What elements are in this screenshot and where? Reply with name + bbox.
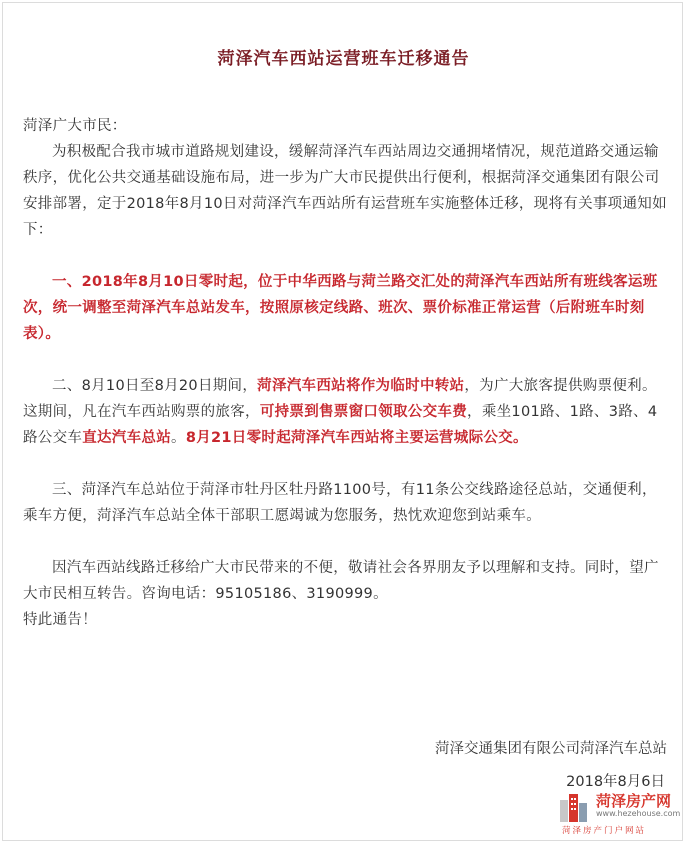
item-2-text-2: ，为广大旅客提供购票便利。这期间，凡在汽车西站购票的旅客， (23, 378, 657, 420)
watermark-slogan: 菏泽房产门户网站 (562, 826, 647, 836)
watermark (556, 790, 681, 840)
greeting: 菏泽广大市民： (23, 118, 127, 134)
item-2-highlight-3: 直达汽车总站 (82, 430, 172, 446)
notice-title: 菏泽汽车西站运营班车迁移通告 (217, 49, 470, 69)
watermark-name: 菏泽房产网 (596, 792, 672, 810)
intro-paragraph: 为积极配合我市城市道路规划建设，缓解菏泽汽车西站周边交通拥堵情况，规范道路交通运输秩序，优化公共交通基础设施布局，进一步为广大市民提供出行便利，根据菏泽交通集团有限公司安排部署，定于2018年8月10日对菏泽汽车西站所有运营班车实施整体迁移，现将有关事项通知如下： (23, 144, 667, 238)
signature: 菏泽交通集团有限公司菏泽汽车总站 (435, 741, 667, 757)
item-2-highlight-1: 菏泽汽车西站将作为临时中转站 (257, 378, 465, 394)
item-2-paragraph (23, 373, 667, 451)
item-3-paragraph: 三、菏泽汽车总站位于菏泽市牡丹区牡丹路1100号，有11条公交线路途径总站，交通便利，乘车方便，菏泽汽车总站全体干部职工愿竭诚为您服务，热忱欢迎您到站乘车。 (23, 482, 657, 524)
issue-date: 2018年8月6日 (566, 774, 665, 790)
item-2-text-3: ，乘坐101路、1路、3路、4路公交车 (23, 404, 658, 446)
item-2-text-1: 二、8月10日至8月20日期间， (52, 378, 258, 394)
item-2-highlight-4: 8月21日零时起菏泽汽车西站将主要运营城际公交。 (185, 430, 528, 446)
closing-statement: 特此通告！ (23, 612, 97, 628)
item-2-text-4: 。 (171, 430, 186, 446)
notice-body (23, 113, 667, 633)
building-logo-icon (558, 790, 594, 824)
closing-paragraph: 因汽车西站线路迁移给广大市民带来的不便，敬请社会各界朋友予以理解和支持。同时，望广大市民相互转告。咨询电话：95105186、3190999。 (23, 560, 659, 602)
item-1-paragraph: 一、2018年8月10日零时起，位于中华西路与菏兰路交汇处的菏泽汽车西站所有班线客运班次，统一调整至菏泽汽车总站发车，按照原核定线路、班次、票价标准正常运营（后附班车时刻表）。 (23, 274, 658, 342)
item-2-highlight-2: 可持票到售票窗口领取公交车费 (259, 404, 468, 420)
watermark-url: www.hezehouse.com (596, 809, 681, 818)
